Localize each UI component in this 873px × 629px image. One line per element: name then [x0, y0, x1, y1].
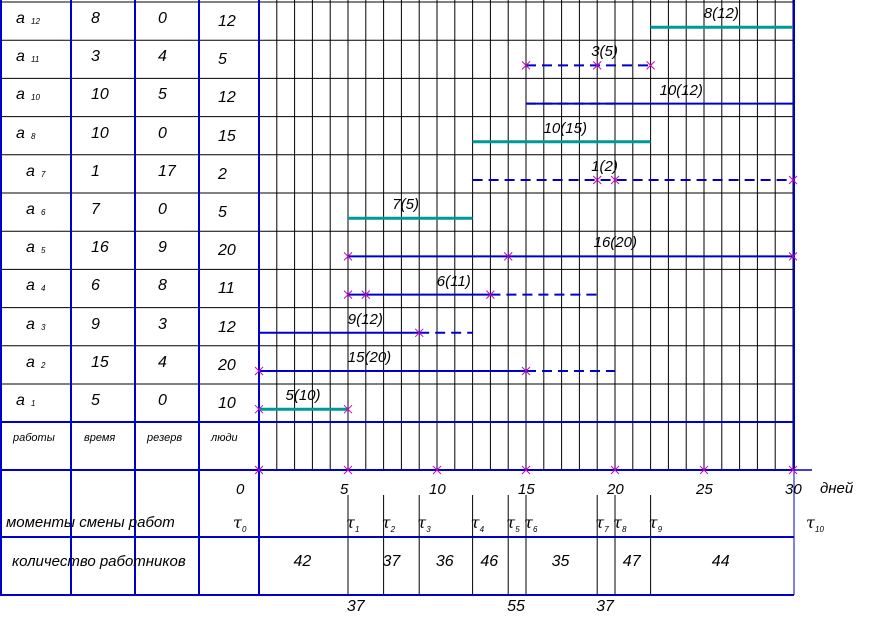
- time-value: 8: [91, 10, 100, 27]
- reserve-value: 17: [158, 162, 176, 180]
- people-value: 2: [218, 165, 227, 183]
- work-letter: а: [26, 162, 35, 180]
- work-letter: а: [26, 315, 35, 333]
- moments-label: моменты смены работ: [6, 514, 175, 531]
- tau-symbol: τ: [417, 513, 427, 532]
- work-index: 5: [41, 246, 46, 256]
- people-value: 20: [218, 242, 236, 260]
- header-time: время: [84, 432, 116, 444]
- people-value: 20: [218, 356, 236, 374]
- worker-count: 36: [435, 553, 454, 570]
- header-work: работы: [13, 432, 55, 444]
- time-value: 15: [91, 353, 109, 371]
- worker-count-below: 37: [346, 598, 365, 615]
- worker-count: 47: [622, 553, 641, 570]
- reserve-value: 4: [158, 353, 167, 371]
- work-letter: а: [26, 201, 35, 218]
- time-value: 6: [91, 277, 100, 295]
- bar-label: 7(5): [392, 196, 419, 214]
- tau-index: 6: [533, 525, 538, 534]
- work-letter: а: [26, 239, 35, 257]
- time-value: 5: [91, 392, 100, 409]
- work-index: 6: [41, 208, 46, 217]
- worker-count-below: 37: [596, 598, 614, 615]
- work-letter: а: [26, 353, 35, 371]
- x-tick-label: 25: [696, 481, 713, 498]
- bar-label: 3(5): [591, 43, 618, 61]
- reserve-value: 5: [158, 86, 167, 104]
- people-value: 15: [218, 127, 236, 145]
- work-letter: а: [16, 10, 25, 27]
- bar-label: 6(11): [436, 272, 471, 290]
- bar-label: 16(20): [593, 234, 637, 252]
- tau-index: 2: [390, 525, 396, 534]
- work-letter: а: [16, 48, 25, 66]
- tau-index: 3: [426, 525, 431, 534]
- bar-label: 1(2): [591, 158, 618, 175]
- work-index: 1: [31, 399, 36, 408]
- tau-symbol: τ: [233, 513, 242, 532]
- tau-symbol: τ: [381, 513, 391, 532]
- tau-symbol: τ: [648, 513, 658, 532]
- tau-symbol: τ: [346, 513, 355, 532]
- worker-count: 42: [293, 553, 312, 570]
- reserve-value: 0: [158, 10, 167, 27]
- tau-symbol: τ: [506, 513, 516, 532]
- tau-index: 9: [657, 525, 663, 534]
- tau-index: 0: [242, 525, 247, 534]
- worker-count-below: 55: [507, 598, 525, 615]
- bar-label: 8(12): [703, 5, 739, 23]
- tau-index: 1: [355, 525, 360, 534]
- work-index: 10: [31, 93, 40, 103]
- tau-index: 5: [515, 525, 520, 534]
- x-tick-label: 15: [518, 481, 535, 498]
- x-tick-label: 20: [607, 481, 624, 498]
- tau-symbol: τ: [595, 513, 605, 532]
- bar-label: 5(10): [285, 387, 321, 405]
- work-letter: а: [16, 86, 25, 104]
- people-value: 5: [218, 51, 227, 69]
- people-value: 12: [218, 318, 236, 336]
- work-index: 3: [41, 322, 46, 332]
- time-value: 10: [91, 124, 109, 142]
- reserve-value: 4: [158, 48, 167, 66]
- people-value: 11: [218, 280, 235, 298]
- work-letter: а: [26, 277, 35, 295]
- reserve-value: 0: [158, 124, 167, 142]
- workers-label: количество работников: [12, 553, 186, 570]
- work-index: 4: [41, 284, 46, 294]
- x-tick-label: 0: [236, 481, 245, 498]
- time-value: 3: [91, 48, 100, 66]
- bar-label: 10(15): [543, 119, 587, 137]
- tau-index: 10: [815, 525, 824, 534]
- tau-index: 7: [604, 525, 609, 534]
- time-value: 16: [91, 239, 109, 257]
- tau-symbol: τ: [470, 513, 480, 532]
- work-index: 8: [31, 131, 36, 141]
- tau-index: 8: [622, 525, 627, 534]
- tau-symbol: τ: [524, 513, 533, 532]
- work-letter: а: [16, 392, 25, 409]
- reserve-value: 0: [158, 201, 167, 218]
- time-value: 1: [91, 162, 100, 180]
- time-value: 7: [91, 201, 100, 218]
- worker-count: 44: [711, 553, 730, 570]
- x-tick-label: 10: [429, 481, 446, 498]
- people-value: 12: [218, 89, 236, 107]
- bar-label: 10(12): [659, 81, 703, 99]
- tau-symbol: τ: [806, 513, 815, 532]
- reserve-value: 9: [158, 239, 167, 257]
- work-index: 2: [41, 360, 46, 370]
- time-value: 9: [91, 315, 100, 333]
- work-index: 11: [31, 55, 40, 65]
- reserve-value: 3: [158, 315, 167, 333]
- reserve-value: 8: [158, 277, 167, 295]
- work-letter: а: [16, 124, 25, 142]
- work-index: 7: [41, 169, 46, 179]
- people-value: 5: [218, 204, 227, 221]
- people-value: 12: [218, 13, 236, 30]
- tau-index: 4: [479, 525, 485, 534]
- bar-label: 15(20): [347, 349, 392, 366]
- x-tick-label: 5: [340, 481, 349, 498]
- worker-count: 35: [551, 553, 570, 570]
- people-value: 10: [218, 395, 236, 412]
- header-people: люди: [211, 432, 238, 444]
- time-value: 10: [91, 86, 109, 104]
- tau-symbol: τ: [613, 513, 622, 532]
- x-unit-label: дней: [820, 480, 854, 497]
- worker-count: 46: [480, 553, 499, 570]
- reserve-value: 0: [158, 392, 167, 409]
- header-reserve: резерв: [147, 432, 183, 444]
- work-index: 12: [31, 17, 40, 26]
- bar-label: 9(12): [347, 310, 383, 328]
- worker-count: 37: [382, 553, 401, 570]
- x-tick-label: 30: [785, 481, 802, 498]
